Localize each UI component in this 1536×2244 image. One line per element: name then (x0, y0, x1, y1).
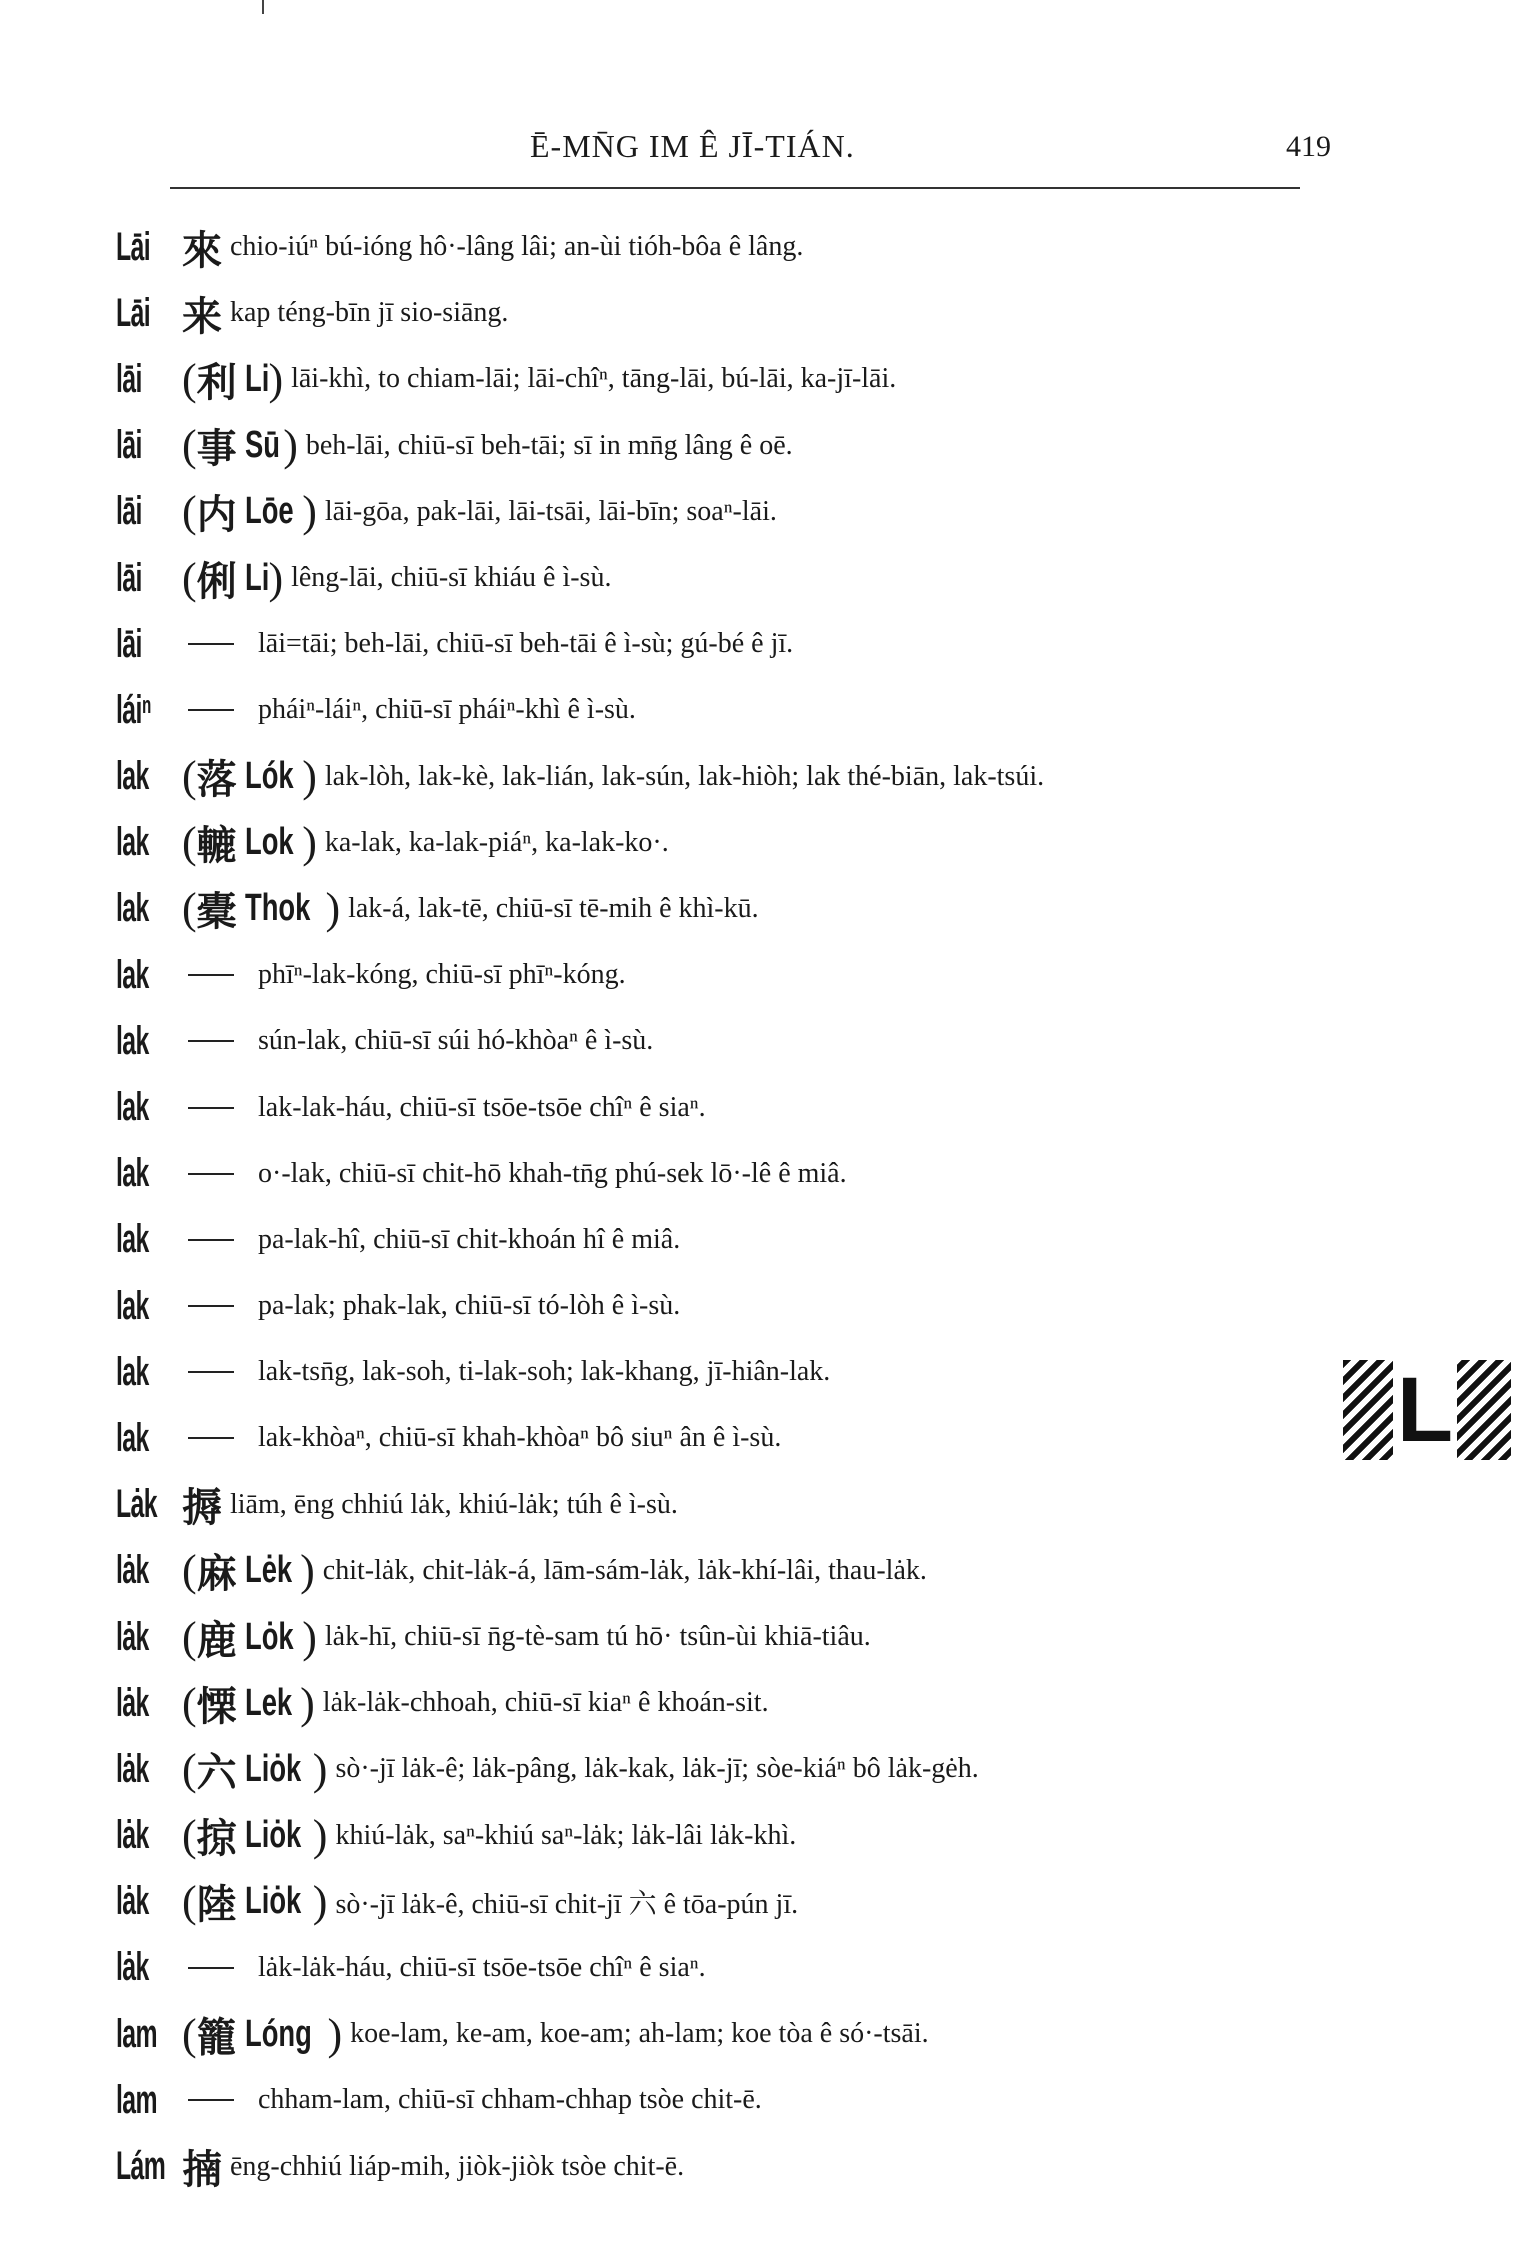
entry-definition: pa-lak; phak-lak, chiū-sī tó-lòh ê ì-sù. (258, 1290, 681, 1322)
open-paren: ( (182, 884, 197, 934)
entry-reading: Li (244, 556, 269, 599)
entry-reading: Lȯk (244, 1615, 294, 1658)
dictionary-entry (116, 1803, 1346, 1869)
dictionary-entry (116, 2001, 1346, 2067)
open-paren: ( (182, 752, 197, 802)
open-paren: ( (182, 487, 197, 537)
entry-headword: lāi (116, 356, 142, 401)
entry-definition: lak-tsn̄g, lak-soh, ti-lak-soh; lak-khang, jī-hiân-lak. (258, 1356, 831, 1388)
close-paren: ) (312, 1811, 328, 1861)
entry-reading: Sū (244, 424, 280, 467)
dictionary-entry (116, 1273, 1346, 1339)
entry-definition: ka-lak, ka-lak-piáⁿ, ka-lak-ko·. (324, 826, 669, 858)
entry-headword: láiⁿ (116, 687, 151, 732)
entry-definition: lāi=tāi; beh-lāi, chiū-sī beh-tāi ê ì-sù; gú-bé ê jī. (258, 628, 794, 660)
entry-character: 搙 (182, 1485, 222, 1532)
entry-definition: pháiⁿ-láiⁿ, chiū-sī pháiⁿ-khì ê ì-sù. (258, 694, 636, 726)
entry-headword: lȧk (116, 1879, 149, 1924)
entry-reading: Lok (244, 821, 294, 864)
entry-headword: lak (116, 952, 149, 997)
entry-headword: lak (116, 1085, 149, 1130)
page-number: 419 (1286, 130, 1331, 163)
entry-headword: lak (116, 1151, 149, 1196)
dictionary-entry (116, 214, 1346, 280)
entry-definition: lêng-lāi, chiū-sī khiáu ê ì-sù. (291, 562, 612, 594)
entry-dash (188, 1107, 234, 1109)
close-paren: ) (312, 1744, 328, 1794)
entry-definition: chit-lȧk, chit-lȧk-á, lām-sám-lȧk, lȧk-khí-lâi, thau-lȧk. (322, 1554, 927, 1586)
dictionary-entry (116, 545, 1346, 611)
dictionary-entry (116, 1670, 1346, 1736)
entry-dash (188, 1173, 234, 1175)
dictionary-entry (116, 942, 1346, 1008)
entry-dash (188, 709, 234, 711)
thumb-index-letter (1380, 1359, 1470, 1461)
entry-character: 俐 (196, 558, 237, 605)
open-paren: ( (182, 421, 197, 471)
entry-headword: lak (116, 820, 149, 865)
entry-reading: Lók (244, 755, 294, 798)
dictionary-entry (116, 479, 1346, 545)
entry-dash (188, 1305, 234, 1307)
entry-headword: lāi (116, 423, 142, 468)
entry-reading: Lek (244, 1681, 292, 1724)
open-paren: ( (182, 354, 197, 404)
dictionary-entry (116, 346, 1346, 412)
dictionary-entry (116, 1935, 1346, 2001)
entry-dash (188, 974, 234, 976)
entry-definition: lȧk-lȧk-chhoah, chiū-sī kiaⁿ ê khoán-sit. (322, 1687, 769, 1719)
open-paren: ( (182, 1612, 197, 1662)
dictionary-entry (116, 2067, 1346, 2133)
entry-definition: phīⁿ-lak-kóng, chiū-sī phīⁿ-kóng. (258, 959, 626, 991)
entry-headword: lāi (116, 489, 142, 534)
entry-headword: lak (116, 754, 149, 799)
dictionary-entry (116, 1604, 1346, 1670)
close-paren: ) (283, 421, 298, 471)
close-paren: ) (302, 487, 317, 537)
entry-dash (188, 2099, 234, 2101)
close-paren: ) (268, 553, 284, 603)
entry-character: 掠 (196, 1816, 237, 1863)
entry-definition: kap téng-bīn jī sio-siāng. (230, 297, 509, 329)
entry-headword: lam (116, 2077, 157, 2122)
entry-definition: lak-á, lak-tē, chiū-sī tē-mih ê khì-kū. (348, 892, 759, 924)
close-paren: ) (268, 354, 284, 404)
entry-reading: Liȯk (244, 1814, 301, 1857)
entry-definition: lak-lòh, lak-kè, lak-lián, lak-sún, lak-hiòh; lak thé-biān, lak-tsúi. (324, 760, 1045, 792)
entry-definition: lȧk-hī, chiū-sī n̄g-tè-sam tú hō· tsûn-ùi khiā-tiâu. (324, 1621, 871, 1653)
top-mark (262, 0, 264, 14)
entry-character: 来 (182, 293, 222, 340)
entry-headword: lāi (116, 621, 142, 666)
entry-character: 六 (196, 1749, 237, 1796)
entry-headword: lak (116, 1415, 149, 1460)
entry-headword: lȧk (116, 1746, 149, 1791)
entry-definition: lak-khòaⁿ, chiū-sī khah-khòaⁿ bô siuⁿ ân ê ì-sù. (258, 1422, 782, 1454)
close-paren: ) (300, 1546, 315, 1596)
entry-reading: Liȯk (244, 1747, 301, 1790)
close-paren: ) (325, 884, 341, 934)
entry-definition: chham-lam, chiū-sī chham-chhap tsòe chit-ē. (258, 2084, 762, 2116)
entry-definition: lāi-gōa, pak-lāi, lāi-tsāi, lāi-bīn; soaⁿ-lāi. (324, 495, 777, 527)
close-paren: ) (302, 1612, 317, 1662)
entry-headword: lam (116, 2011, 157, 2056)
header-rule (170, 187, 1300, 189)
open-paren: ( (182, 1744, 197, 1794)
entry-definition: ēng-chhiú liáp-mih, jiòk-jiòk tsòe chit-ē. (230, 2150, 685, 2182)
dictionary-entry (116, 1869, 1346, 1935)
entry-dash (188, 1967, 234, 1969)
dictionary-entry (116, 2133, 1346, 2199)
entry-dash (188, 1239, 234, 1241)
dictionary-entry (116, 1339, 1346, 1405)
dictionary-entry (116, 876, 1346, 942)
close-paren: ) (302, 818, 317, 868)
entry-definition: lak-lak-háu, chiū-sī tsōe-tsōe chîⁿ ê siaⁿ. (258, 1091, 706, 1123)
entry-character: 利 (196, 359, 237, 406)
entry-headword: lȧk (116, 1813, 149, 1858)
entry-character: 麻 (196, 1551, 237, 1598)
entry-definition: sò·-jī lȧk-ê, chiū-sī chit-jī 六 ê tōa-pún jī. (335, 1888, 799, 1920)
entry-headword: lāi (116, 555, 142, 600)
entry-headword: lak (116, 1349, 149, 1394)
entry-headword: lak (116, 1217, 149, 1262)
thumb-index-letter-text: L (1393, 1359, 1457, 1461)
entry-dash (188, 1371, 234, 1373)
open-paren: ( (182, 1546, 197, 1596)
running-head (0, 128, 1536, 178)
entry-definition: koe-lam, ke-am, koe-am; ah-lam; koe tòa ê só·-tsāi. (350, 2018, 929, 2050)
entry-reading: Thok (244, 887, 311, 930)
open-paren: ( (182, 1678, 197, 1728)
entry-definition: sò·-jī lȧk-ê; lȧk-pâng, lȧk-kak, lȧk-jī; sòe-kiáⁿ bô lȧk-gėh. (335, 1753, 979, 1785)
entry-dash (188, 1040, 234, 1042)
entry-headword: Lȧk (116, 1482, 157, 1527)
entry-headword: lȧk (116, 1548, 149, 1593)
open-paren: ( (182, 553, 197, 603)
dictionary-entry (116, 677, 1346, 743)
entry-character: 内 (196, 492, 237, 539)
entry-headword: Lāi (116, 224, 150, 269)
entry-definition: chio-iúⁿ bú-ióng hô·-lâng lâi; an-ùi tióh-bôa ê lâng. (230, 231, 804, 263)
dictionary-entry (116, 1008, 1346, 1074)
entry-list (116, 214, 1346, 2200)
entry-reading: Lóng (244, 2012, 312, 2055)
entry-definition: beh-lāi, chiū-sī beh-tāi; sī in mn̄g lâng ê oē. (305, 429, 793, 461)
dictionary-entry (116, 280, 1346, 346)
close-paren: ) (300, 1678, 315, 1728)
dictionary-entry (116, 744, 1346, 810)
entry-definition: pa-lak-hî, chiū-sī chit-khoán hî ê miâ. (258, 1223, 681, 1255)
entry-character: 慄 (196, 1683, 237, 1730)
entry-headword: lȧk (116, 1614, 149, 1659)
entry-reading: Li (244, 357, 269, 400)
close-paren: ) (302, 752, 317, 802)
entry-definition: liām, ēng chhiú lȧk, khiú-lȧk; túh ê ì-sù. (230, 1488, 678, 1520)
dictionary-entry (116, 611, 1346, 677)
close-paren: ) (327, 2009, 343, 2059)
entry-character: 事 (196, 426, 237, 473)
dictionary-entry (116, 1472, 1346, 1538)
dictionary-entry (116, 1074, 1346, 1140)
page-title: Ē-MN̄G IM Ê JĪ-TIÁN. (530, 128, 855, 164)
open-paren: ( (182, 818, 197, 868)
entry-reading: Lōe (244, 490, 294, 533)
entry-headword: lak (116, 1018, 149, 1063)
open-paren: ( (182, 1877, 197, 1927)
entry-definition: khiú-lȧk, saⁿ-khiú saⁿ-lȧk; lȧk-lâi lȧk-khì. (335, 1819, 797, 1851)
entry-definition: lȧk-lȧk-háu, chiū-sī tsōe-tsōe chîⁿ ê siaⁿ. (258, 1951, 706, 1983)
close-paren: ) (312, 1877, 328, 1927)
entry-headword: Lám (116, 2144, 166, 2189)
entry-character: 陸 (196, 1882, 237, 1929)
dictionary-entry (116, 1736, 1346, 1802)
entry-definition: lāi-khì, to chiam-lāi; lāi-chîⁿ, tāng-lāi, bú-lāi, ka-jī-lāi. (291, 363, 897, 395)
dictionary-entry (116, 810, 1346, 876)
open-paren: ( (182, 2009, 197, 2059)
entry-character: 橐 (196, 889, 237, 936)
entry-character: 鹿 (196, 1617, 237, 1664)
entry-character: 揇 (182, 2147, 222, 2194)
entry-character: 轆 (196, 823, 237, 870)
entry-dash (188, 643, 234, 645)
entry-definition: o·-lak, chiū-sī chit-hō khah-tn̄g phú-sek lō·-lê ê miâ. (258, 1157, 847, 1189)
open-paren: ( (182, 1811, 197, 1861)
entry-dash (188, 1437, 234, 1439)
entry-definition: sún-lak, chiū-sī súi hó-khòaⁿ ê ì-sù. (258, 1025, 654, 1057)
dictionary-entry (116, 1405, 1346, 1471)
entry-headword: lȧk (116, 1945, 149, 1990)
dictionary-entry (116, 1141, 1346, 1207)
entry-headword: Lāi (116, 290, 150, 335)
entry-character: 來 (182, 227, 222, 274)
entry-character: 籠 (196, 2014, 237, 2061)
entry-character: 落 (196, 757, 237, 804)
dictionary-entry (116, 413, 1346, 479)
entry-reading: Liȯk (244, 1880, 301, 1923)
entry-headword: lȧk (116, 1680, 149, 1725)
dictionary-entry (116, 1538, 1346, 1604)
dictionary-entry (116, 1207, 1346, 1273)
entry-headword: lak (116, 886, 149, 931)
entry-headword: lak (116, 1283, 149, 1328)
entry-reading: Lėk (244, 1549, 292, 1592)
